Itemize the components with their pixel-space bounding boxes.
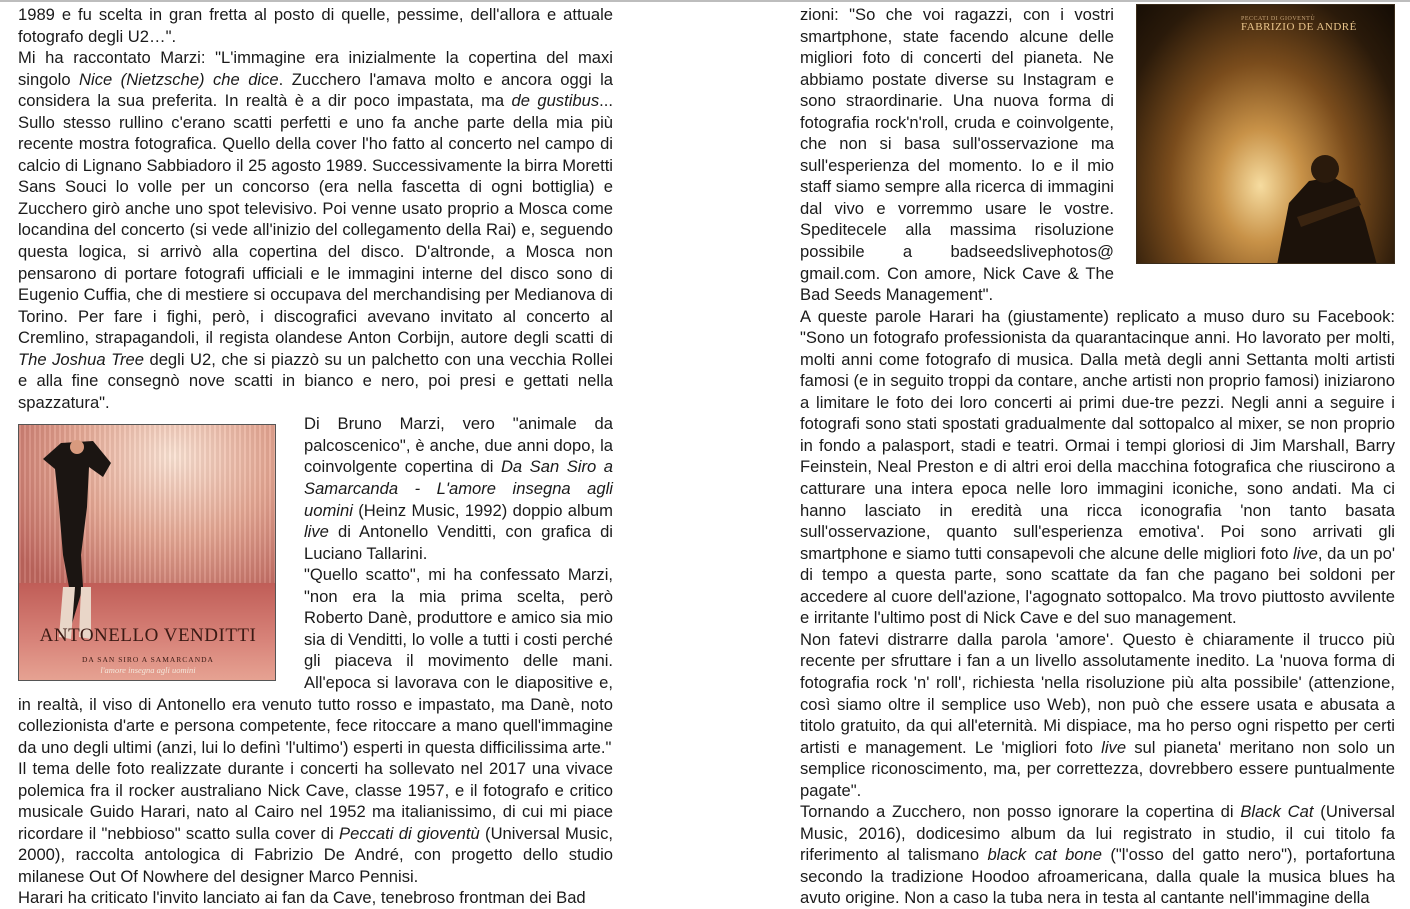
performer-figure	[41, 437, 113, 647]
right-text-column	[800, 4, 1395, 909]
paragraph: Il tema delle foto realizzate durante i concerti ha sollevato nel 2017 una vivace polemica fra il rocker australiano Nick Cave, classe 1957, e il fotografo e critico musicale Guido Harari, nato al Cairo nel 1952 ma italianissimo, di cui mi piace ricordare il "nebbioso" scatto sulla cover di Peccati di gioventù (Universal Music, 2000), raccolta antologica di Fabrizio De André, con progetto dello studio milanese Out Of Nowhere del designer Marco Pennisi.	[18, 759, 613, 886]
paragraph: Non fatevi distrarre dalla parola 'amore'. Questo è chiaramente il trucco più recente per sfruttare i fan a un livello assolutamente inedito. La 'nuova forma di fotografia rock 'n' roll', richiesta 'nella risoluzione più alta possibile' (attenzione, così siamo oltre il semplice uso Web), non può che essere usata e abusata a titolo gratuito, da qui all'eternità. Mi dispiace, ma ho perso ogni rispetto per certi artisti e management. Le 'migliori foto live sul pianeta' meritano non solo un semplice riconoscimento, ma, per correttezza, dovrebbero essere puntualmente pagate".	[800, 629, 1395, 800]
de-andre-album-cover	[1136, 4, 1395, 264]
page-top-rule	[0, 0, 1410, 2]
paragraph: A queste parole Harari ha (giustamente) replicato a muso duro su Facebook: "Sono un fotografo professionista da quarantacinque anni. Ho lavorato per molti, molti anni come fotografo di musica. Dalla metà degli anni Settanta molti artisti famosi (e in seguito troppi da contare, anche artisti non proprio famosi) iniziarono a limitare le foto dei loro concerti ai primi due-tre pezzi. Negli anni a seguire i fotografi sono stati spostati gradualmente dal sottopalco al mixer, se non proprio in fondo a palasport, stadi e teatri. Ormai i tempi gloriosi di Jim Marshall, Barry Feinstein, Neal Preston e di altri eroi della macchina fotografica che riuscirono a catturare una intera epoca nelle loro immagini iconiche, sono andati. Ma ci hanno lasciato in eredità una ricca iconografia 'non tanto basata sull'osservazione, quanto sull'esperienza emotiva'. Poi sono arrivati gli smartphone e siamo tutti consapevoli che alcune delle migliori foto live, da un po' di tempo a questa parte, sono scattate da fan che pagano bei soldoni per accedere al cuore dell'azione, l'agognato sottopalco. Ma trovo piuttosto avvilente e irritante l'ultimo post di Nick Cave e del suo management.	[800, 306, 1396, 628]
guitarist-silhouette	[1237, 125, 1387, 264]
venditti-album-cover	[18, 424, 276, 681]
paragraph: Di Bruno Marzi, vero "animale da palcoscenico", è anche, due anni dopo, la coinvolgente copertina di Da San Siro a Samarcanda - L'amore insegna agli uomini (Heinz Music, 1992) doppio album live di Antonello Venditti, con grafica di Luciano Tallarini.	[304, 414, 613, 563]
cover-album-title: PECCATI DI GIOVENTÙ	[1241, 16, 1316, 22]
paragraph: "Quello scatto", mi ha confessato Marzi, "non era la mia prima scelta, però Roberto Danè, produttore e amico sia mio sia di Venditti, lo volle a tutti i costi perché gli piaceva il movimento delle mani. All'epoca si lavorava con le diapositive e, in realtà, il viso di Antonello era venuto tutto rosso e impastato, ma Danè, noto collezionista d'arte e persona competente, fece ritoccare a mano quell'immagine da uno degli ultimi (anzi, lui lo definì 'l'ultimo') esperti in questa difficilissima arte."	[18, 565, 613, 757]
cover-artist-name: FABRIZIO DE ANDRÉ	[1241, 21, 1357, 33]
paragraph: Tornando a Zucchero, non posso ignorare la copertina di Black Cat (Universal Music, 2016), dodicesimo album da lui registrato in studio, il cui titolo fa riferimento al talismano black cat bone ("l'osso del gatto nero"), portafortuna secondo la tradizione Hoodoo afroamericana, dalla quale la musica blues ha avuto origine. Non a caso la tuba nera in testa al cantante nell'immagine della	[800, 802, 1395, 908]
paragraph: Harari ha criticato l'invito lanciato ai fan da Cave, tenebroso frontman dei Bad	[18, 888, 586, 908]
cover-album-title: DA SAN SIRO A SAMARCANDA	[82, 655, 214, 665]
paragraph: 1989 e fu scelta in gran fretta al posto di quelle, pessime, dell'allora e attuale fotografo degli U2…".	[18, 5, 613, 46]
paragraph: Mi ha raccontato Marzi: "L'immagine era inizialmente la copertina del maxi singolo Nice (Nietzsche) che dice. Zucchero l'amava molto e ancora oggi la considera la sua preferita. In realtà è a dir poco impastata, ma de gustibus... Sullo stesso rullino c'erano scatti perfetti e uno fa anche parte della mia più recente mostra fotografica. Quello della cover l'ho fatto al concerto nel campo di calcio di Lignano Sabbiadoro il 25 agosto 1989. Successivamente la birra Moretti Sans Souci lo volle per un concorso (era nella fascetta di ogni bottiglia) e Zucchero girò anche uno spot televisivo. Poi venne usato proprio a Mosca come locandina del concerto (si vede all'inizio del collegamento della Rai) e, seguendo questa logica, si arrivò alla copertina del disco. D'altronde, a Mosca non pensarono di portare fotografi ufficiali e le immagini interne del disco sono di Eugenio Cuffia, che di mestiere si occupava del merchandising per Medianova di Torino. Per fare i fighi, però, i discografici avevano invitato al concerto al Cremlino, strapagandoli, il regista olandese Anton Corbijn, autore degli scatti di The Joshua Tree degli U2, che si piazzò su un palchetto con una vecchia Rollei e alla fine consegnò nove scatti in bianco e nero, poi presi e gettati nella spazzatura".	[18, 48, 614, 412]
cover-artist-name: ANTONELLO VENDITTI	[39, 625, 257, 647]
cover-album-subtitle: l'amore insegna agli uomini	[100, 665, 196, 676]
left-text-column	[18, 4, 613, 909]
paragraph: zioni: "So che voi ragazzi, con i vostri smartphone, state facendo alcune delle migliori foto di concerti del pianeta. Ne abbiamo postate diverse su Instagram e sono straordinarie. Una nuova forma di fotografia rock'n'roll, cruda e coinvolgente, che non si basa sull'osservazione ma sull'esperienza del momento. Io e il mio staff siamo sempre alla ricerca di immagini dal vivo e vorremmo usare le vostre. Speditecele alla massima risoluzione possibile a badseedslivephotos@ gmail.com. Con amore, Nick Cave & The Bad Seeds Management".	[800, 5, 1114, 305]
